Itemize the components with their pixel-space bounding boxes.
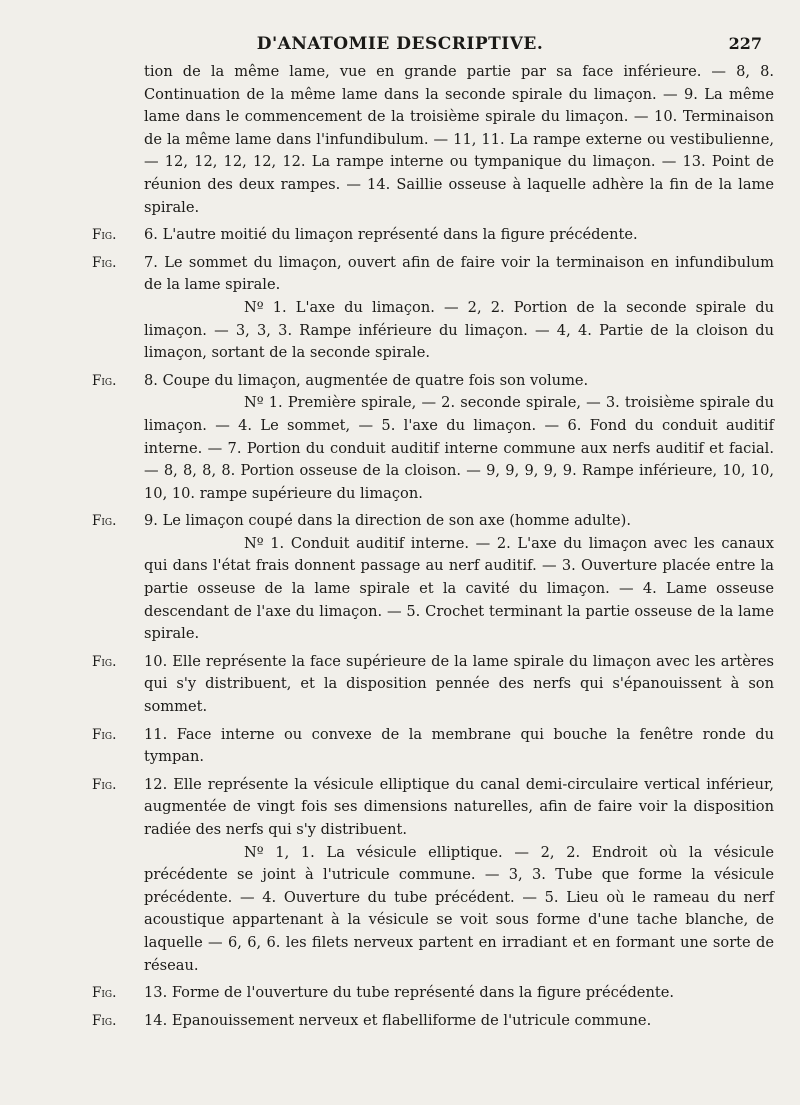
continuation-paragraph: tion de la même lame, vue en grande partie par sa face inférieure. — 8, 8. Continuation de la même lame dans la seconde spirale du limaçon. — 9. La même lame dans le commencement de la troisième spirale du limaçon. — 10. Terminaison de la même lame dans l'infundibulum. — 11, 11. La rampe externe ou vestibulienne, — 12, 12, 12, 12, 12. La rampe interne ou tympanique du limaçon. — 13. Point de réunion des deux rampes. — 14. Saillie osseuse à laquelle adhère la fin de la lame spirale.	[144, 63, 774, 216]
fig-label: Fig.	[92, 372, 117, 389]
fig-7-legend: Nº 1. L'axe du limaçon. — 2, 2. Portion de la seconde spirale du limaçon. — 3, 3, 3. Rampe inférieure du limaçon. — 4, 4. Partie de la cloison du limaçon, sortant de la seconde spirale.	[144, 298, 774, 362]
fig-label: Fig.	[92, 1012, 117, 1029]
fig-11-text: 11. Face interne ou convexe de la membrane qui bouche la fenêtre ronde du tympan.	[144, 725, 774, 766]
fig-8-entry	[92, 370, 774, 393]
fig-9-entry	[92, 510, 774, 533]
fig-14-text: 14. Epanouissement nerveux et flabelliforme de l'utricule commune.	[144, 1011, 652, 1029]
fig-6-text: 6. L'autre moitié du limaçon représenté dans la figure précédente.	[144, 226, 638, 244]
fig-9-legend: Nº 1. Conduit auditif interne. — 2. L'axe du limaçon avec les canaux qui dans l'état frais donnent passage au nerf auditif. — 3. Ouverture placée entre la partie osseuse de la lame spirale et la cavité du limaçon. — 4. Lame osseuse descendant de l'axe du limaçon. — 5. Crochet terminant la partie osseuse de la lame spirale.	[144, 534, 774, 643]
fig-12-entry	[92, 774, 774, 842]
fig-7-text: 7. Le sommet du limaçon, ouvert afin de faire voir la terminaison en infundibulum de la lame spirale.	[144, 253, 774, 294]
fig-9-text: 9. Le limaçon coupé dans la direction de son axe (homme adulte).	[144, 512, 632, 530]
fig-label: Fig.	[92, 985, 117, 1002]
fig-label: Fig.	[92, 776, 117, 793]
fig-label: Fig.	[92, 254, 117, 271]
fig-12-text: 12. Elle représente la vésicule elliptique du canal demi-circulaire vertical inférieur, augmentée de vingt fois ses dimensions naturelles, afin de faire voir la disposition radiée des nerfs qui s'y distribuent.	[144, 775, 774, 838]
fig-label: Fig.	[92, 513, 117, 530]
page-header	[0, 34, 800, 62]
fig-10-text: 10. Elle représente la face supérieure de la lame spirale du limaçon avec les artères qui s'y distribuent, et la disposition pennée des nerfs qui s'épanouissent à son sommet.	[144, 652, 774, 716]
page-number: 227	[728, 34, 762, 53]
fig-7-entry	[92, 252, 774, 297]
fig-8-text: 8. Coupe du limaçon, augmentée de quatre fois son volume.	[144, 371, 589, 389]
fig-13-entry	[92, 982, 774, 1005]
fig-label: Fig.	[92, 653, 117, 670]
fig-10-entry	[92, 651, 774, 719]
fig-12-legend: Nº 1, 1. La vésicule elliptique. — 2, 2. Endroit où la vésicule précédente se joint à l'utricule commune. — 3, 3. Tube que forme la vésicule précédente. — 4. Ouverture du tube précédent. — 5. Lieu où le rameau du nerf acoustique appartenant à la vésicule se voit sous forme d'une tache blanche, de laquelle — 6, 6, 6. les filets nerveux partent en irradiant et en formant une sorte de réseau.	[144, 843, 774, 974]
fig-14-entry	[92, 1010, 774, 1033]
body-text	[92, 61, 774, 1032]
fig-label: Fig.	[92, 227, 117, 244]
fig-8-legend: Nº 1. Première spirale, — 2. seconde spirale, — 3. troisième spirale du limaçon. — 4. Le sommet, — 5. l'axe du limaçon. — 6. Fond du conduit auditif interne. — 7. Portion du conduit auditif interne commune aux nerfs auditif et facial. — 8, 8, 8, 8. Portion osseuse de la cloison. — 9, 9, 9, 9, 9. Rampe inférieure, 10, 10, 10, 10. rampe supérieure du limaçon.	[144, 394, 774, 502]
fig-label: Fig.	[92, 726, 117, 743]
running-title: D'ANATOMIE DESCRIPTIVE.	[256, 34, 544, 54]
fig-13-text: 13. Forme de l'ouverture du tube représenté dans la figure précédente.	[144, 984, 674, 1002]
fig-11-entry	[92, 724, 774, 769]
fig-6-entry	[92, 224, 774, 247]
